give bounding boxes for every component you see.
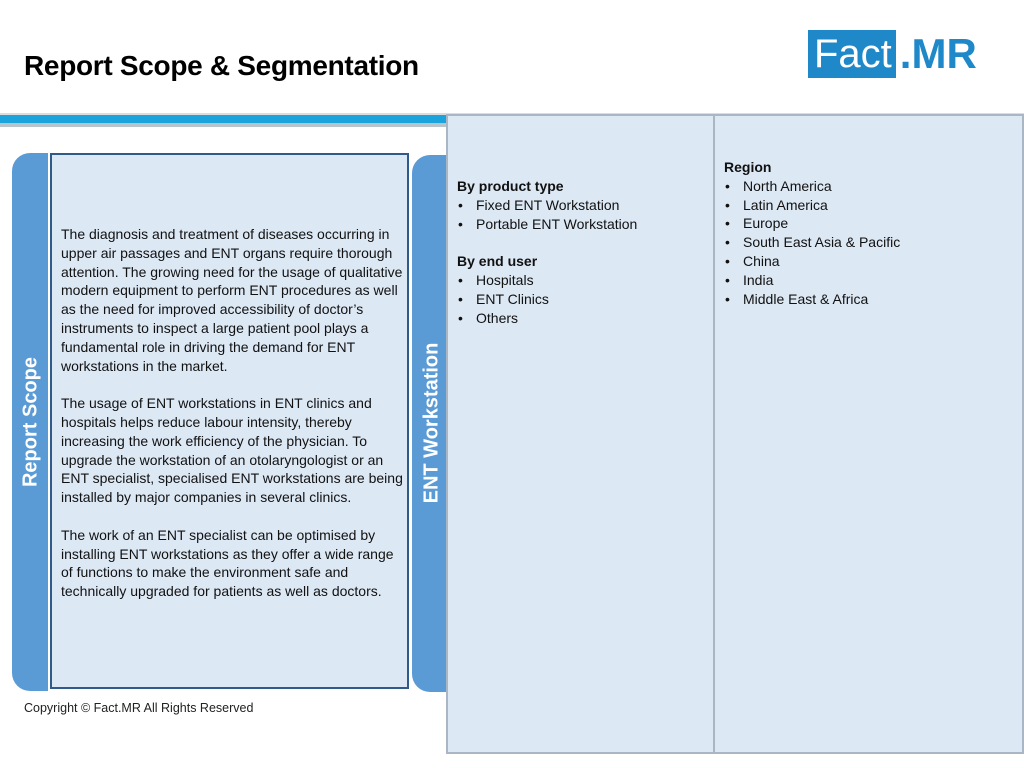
- list-item: • India: [724, 271, 1014, 290]
- copyright-notice: Copyright © Fact.MR All Rights Reserved: [24, 701, 254, 715]
- list-item: • Europe: [724, 214, 1014, 233]
- list-item: • North America: [724, 177, 1014, 196]
- scope-paragraph: The diagnosis and treatment of diseases occurring in upper air passages and ENT organs require thorough attention. The growing need for the usage of qualitative modern equipment to perform ENT procedures as well as the need for improved accessibility of doctor’s instruments to inspect a large patient pool plays a fundamental role in driving the demand for ENT workstations in the market.: [61, 226, 403, 374]
- report-scope-text: [61, 225, 403, 620]
- scope-paragraph: The work of an ENT specialist can be optimised by installing ENT workstations as they offer a wide range of functions to make the environment safe and technically upgraded for patients as well as doctors.: [61, 526, 394, 600]
- scope-paragraph: The usage of ENT workstations in ENT clinics and hospitals helps reduce labour intensity, thereby increasing the work efficiency of the physician. To upgrade the workstation of an otolaryngologist or an ENT specialist, specialised ENT workstations are being installed by major companies in several clinics.: [61, 395, 403, 506]
- list-item: • China: [724, 252, 1014, 271]
- header-accent-shadow: [0, 123, 446, 127]
- list-item: • Portable ENT Workstation: [457, 215, 707, 234]
- list-item: • South East Asia & Pacific: [724, 233, 1014, 252]
- product-type-list: [457, 196, 707, 234]
- ent-workstation-tab-label: ENT Workstation: [420, 342, 443, 504]
- list-item: • Hospitals: [457, 271, 707, 290]
- list-item: • Latin America: [724, 196, 1014, 215]
- list-item: • ENT Clinics: [457, 290, 707, 309]
- logo-fact-text: Fact: [808, 30, 896, 78]
- list-item: • Others: [457, 309, 707, 328]
- end-user-list: [457, 271, 707, 327]
- product-enduser-segments: [457, 177, 707, 327]
- region-heading: Region: [724, 159, 772, 175]
- region-segments: [724, 158, 1014, 308]
- list-item: • Middle East & Africa: [724, 290, 1014, 309]
- header-accent-bar: [0, 115, 446, 123]
- report-scope-tab-label: Report Scope: [19, 356, 42, 488]
- product-type-heading: By product type: [457, 178, 564, 194]
- logo-mr-text: .MR: [899, 30, 977, 77]
- end-user-heading: By end user: [457, 253, 538, 270]
- page-title: Report Scope & Segmentation: [24, 50, 419, 81]
- list-item: • Fixed ENT Workstation: [457, 196, 707, 215]
- region-list: [724, 177, 1014, 309]
- fact-mr-logo: [808, 30, 977, 78]
